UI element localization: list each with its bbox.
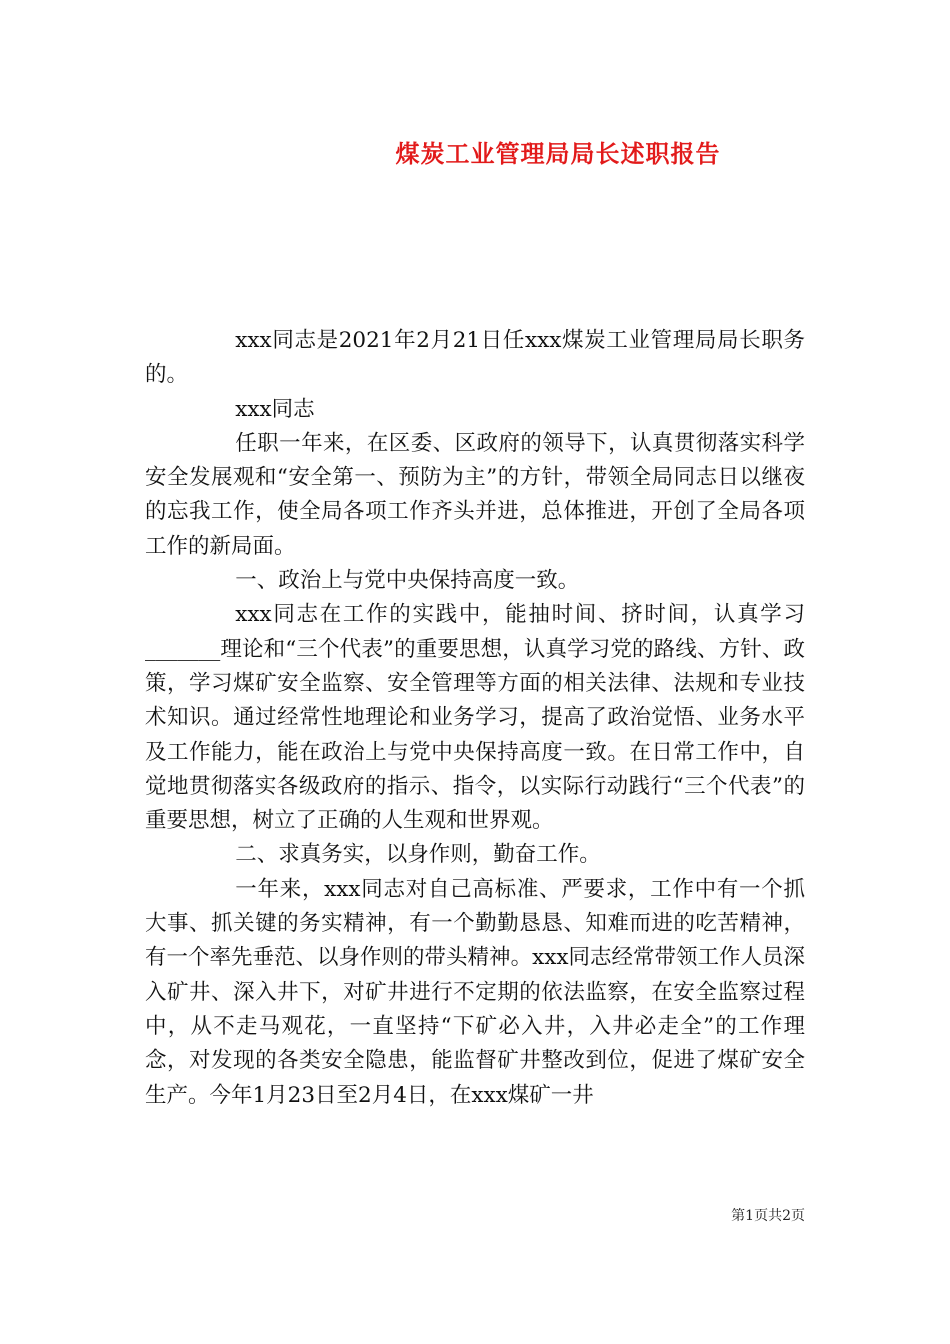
section-heading-political: 一、政治上与党中央保持高度一致。 [235,568,580,594]
document-body [145,324,805,1113]
paragraph-appointment: xxx同志是2021年2月21日任xxx煤炭工业管理局局长职务的。 [145,328,805,388]
document-title: 煤炭工业管理局局长述职报告 [395,139,721,168]
paragraph-work: 一年来，xxx同志对自己高标准、严要求，工作中有一个抓大事、抓关键的务实精神，有一个勤勤恳恳、知难而进的吃苦精神，有一个率先垂范、以身作则的带头精神。xxx同志经常带领工作人员深入矿井、深入井下，对矿井进行不定期的依法监察，在安全监察过程中，从不走马观花，一直坚持“下矿必入井，入井必走全”的工作理念，对发现的各类安全隐患，能监督矿井整改到位，促进了煤矿安全生产。今年1月23日至2月4日，在xxx煤矿一井 [145,876,805,1108]
section-heading-work: 二、求真务实，以身作则，勤奋工作。 [235,842,601,868]
page-number-footer: 第1页共2页 [731,1208,805,1224]
paragraph-comrade: xxx同志 [235,396,315,422]
paragraph-political: xxx同志在工作的实践中，能抽时间、挤时间，认真学习_______理论和“三个代表”的重要思想，认真学习党的路线、方针、政策，学习煤矿安全监察、安全管理等方面的相关法律、法规和专业技术知识。通过经常性地理论和业务学习，提高了政治觉悟、业务水平及工作能力，能在政治上与党中央保持高度一致。在日常工作中，自觉地贯彻落实各级政府的指示、指令，以实际行动践行“三个代表”的重要思想，树立了正确的人生观和世界观。 [145,602,805,834]
paragraph-overview: 任职一年来，在区委、区政府的领导下，认真贯彻落实科学安全发展观和“安全第一、预防为主”的方针，带领全局同志日以继夜的忘我工作，使全局各项工作齐头并进，总体推进，开创了全局各项工作的新局面。 [145,430,805,559]
